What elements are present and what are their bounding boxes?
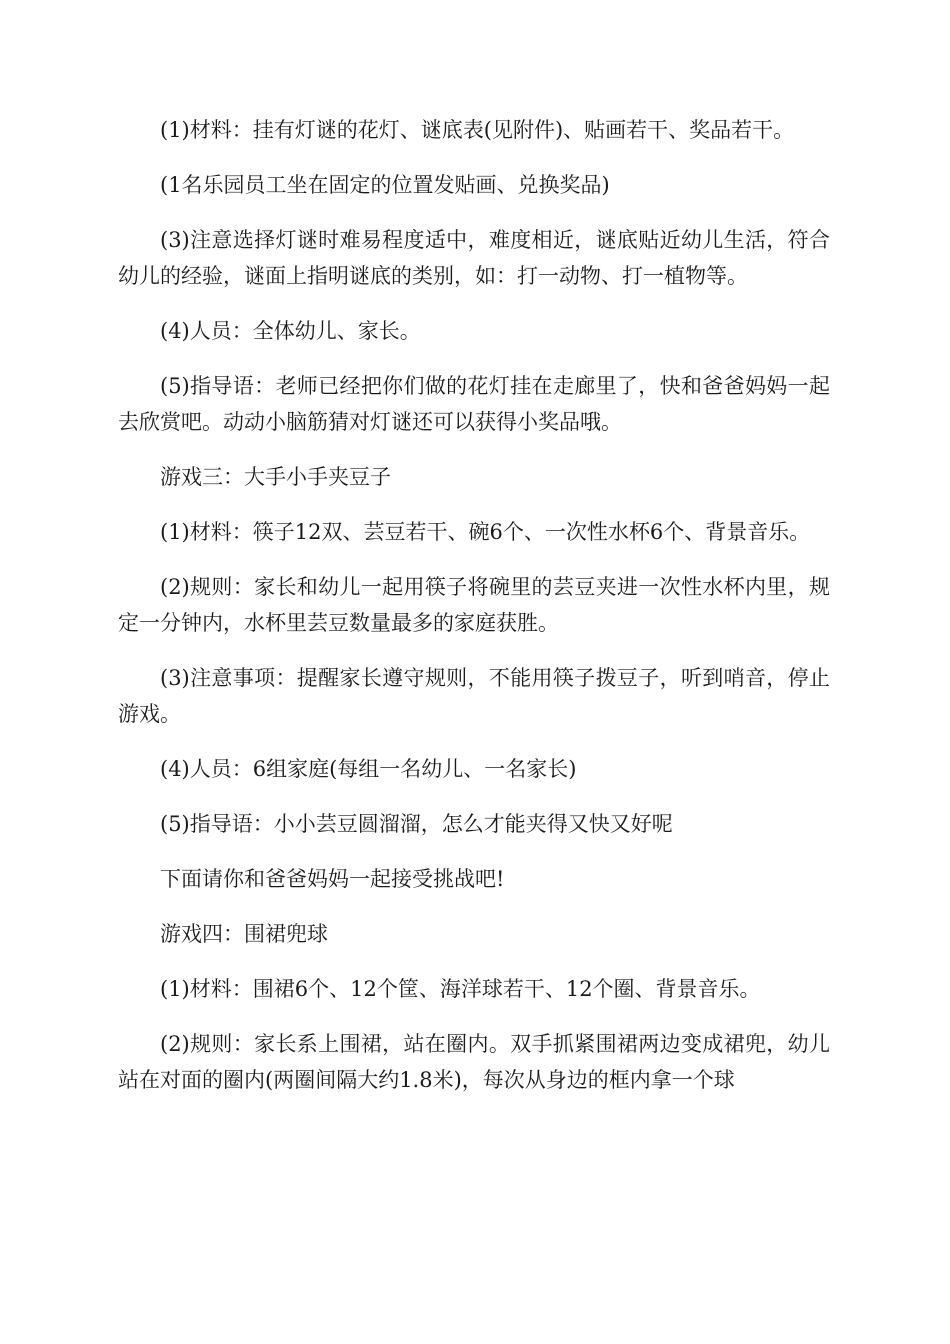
paragraph-beans-challenge: 下面请你和爸爸妈妈一起接受挑战吧! (160, 867, 505, 891)
paragraph-beans-materials: (1)材料：筷子12双、芸豆若干、碗6个、一次性水杯6个、背景音乐。 (160, 520, 811, 544)
paragraph-lantern-materials: (1)材料：挂有灯谜的花灯、谜底表(见附件)、贴画若干、奖品若干。 (160, 118, 795, 142)
paragraph-beans-notes: (3)注意事项：提醒家长遵守规则，不能用筷子拨豆子，听到哨音，停止游戏。 (118, 666, 830, 726)
heading-game-three: 游戏三：大手小手夹豆子 (160, 465, 391, 489)
paragraph-lantern-staff: (1名乐园员工坐在固定的位置发贴画、兑换奖品) (160, 173, 610, 197)
paragraph-beans-guidance: (5)指导语：小小芸豆圆溜溜，怎么才能夹得又快又好呢 (160, 812, 673, 836)
paragraph-beans-personnel: (4)人员：6组家庭(每组一名幼儿、一名家长) (160, 757, 577, 781)
document-body (118, 112, 830, 1117)
paragraph-apron-rules: (2)规则：家长系上围裙，站在圈内。双手抓紧围裙两边变成裙兜，幼儿站在对面的圈内(两圈间隔大约1.8米)，每次从身边的框内拿一个球 (118, 1032, 830, 1092)
paragraph-apron-materials: (1)材料：围裙6个、12个筐、海洋球若干、12个圈、背景音乐。 (160, 977, 761, 1001)
paragraph-lantern-notes: (3)注意选择灯谜时难易程度适中，难度相近，谜底贴近幼儿生活，符合幼儿的经验，谜面上指明谜底的类别，如：打一动物、打一植物等。 (118, 228, 830, 288)
paragraph-lantern-personnel: (4)人员：全体幼儿、家长。 (160, 319, 421, 343)
paragraph-lantern-guidance: (5)指导语：老师已经把你们做的花灯挂在走廊里了，快和爸爸妈妈一起去欣赏吧。动动小脑筋猜对灯谜还可以获得小奖品哦。 (118, 374, 830, 434)
paragraph-beans-rules: (2)规则：家长和幼儿一起用筷子将碗里的芸豆夹进一次性水杯内里，规定一分钟内，水杯里芸豆数量最多的家庭获胜。 (118, 575, 830, 635)
heading-game-four: 游戏四：围裙兜球 (160, 922, 328, 946)
